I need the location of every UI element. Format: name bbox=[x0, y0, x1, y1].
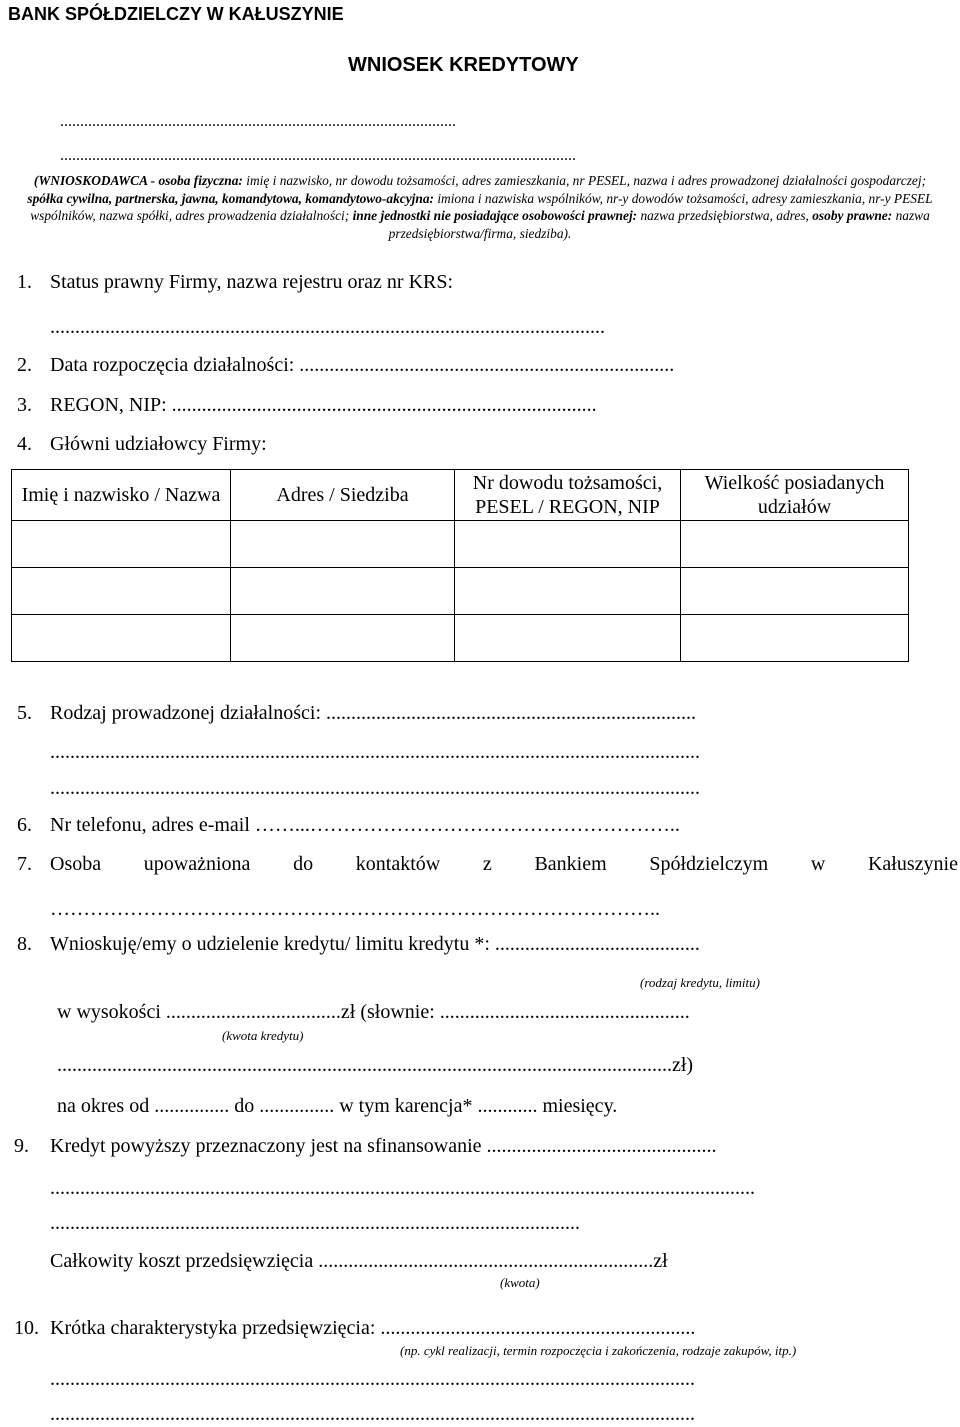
applicant-instructions bbox=[18, 172, 942, 242]
note-bold-2: spółka cywilna, partnerska, jawna, komandytowa, komandytowo-akcyjna: bbox=[27, 190, 434, 206]
col-header-id: Nr dowodu tożsamości, PESEL / REGON, NIP bbox=[455, 470, 681, 521]
item-9-field-2[interactable]: .......................................................................................................... bbox=[50, 1212, 580, 1234]
table-cell[interactable] bbox=[231, 521, 455, 568]
item-10-hint: (np. cykl realizacji, termin rozpoczęcia i zakończenia, rodzaje zakupów, itp.) bbox=[400, 1343, 797, 1358]
item-10-number: 10. bbox=[14, 1317, 39, 1339]
item-7-word: Bankiem bbox=[534, 853, 607, 875]
table-cell[interactable] bbox=[455, 521, 681, 568]
item-3-number: 3. bbox=[17, 394, 32, 416]
item-7-word: Osoba bbox=[50, 853, 102, 875]
note-text-4: nazwa przedsiębiorstwa/firma, siedziba). bbox=[388, 208, 930, 241]
note-text-1: imię i nazwisko, nr dowodu tożsamości, adres zamieszkania, nr PESEL, nazwa i adres prowadzonej działalności gospodarczej; bbox=[242, 173, 927, 188]
note-bold-1: (WNIOSKODAWCA - osoba fizyczna: bbox=[33, 173, 243, 188]
note-bold-3: inne jednostki nie posiadające osobowości prawnej: bbox=[352, 208, 638, 223]
total-cost[interactable]: Całkowity koszt przedsięwzięcia ...................................................................zł bbox=[50, 1250, 668, 1272]
table-cell[interactable] bbox=[681, 615, 909, 662]
item-3-label[interactable]: REGON, NIP: ..................................................................................... bbox=[50, 394, 597, 416]
item-8-amount[interactable]: w wysokości ...................................zł (słownie: .................................................. bbox=[57, 1001, 690, 1023]
item-7-word: do bbox=[293, 853, 314, 875]
item-8-hint-type: (rodzaj kredytu, limitu) bbox=[640, 975, 760, 990]
note-bold-4: osoby prawne: bbox=[812, 208, 893, 223]
applicant-line-2[interactable]: ................................................................................................................................. bbox=[60, 147, 576, 164]
item-8-amount-words[interactable]: ...........................................................................................................................zł) bbox=[57, 1054, 694, 1076]
item-1-number: 1. bbox=[17, 271, 32, 293]
item-8-period[interactable]: na okres od ............... do ............... w tym karencja* ............ miesięcy. bbox=[57, 1095, 618, 1117]
table-cell[interactable] bbox=[455, 568, 681, 615]
item-5-number: 5. bbox=[17, 702, 32, 724]
item-5-label[interactable]: Rodzaj prowadzonej działalności: .......................................................................... bbox=[50, 702, 697, 724]
table-cell[interactable] bbox=[12, 568, 231, 615]
table-cell[interactable] bbox=[12, 521, 231, 568]
table-cell[interactable] bbox=[12, 615, 231, 662]
table-cell[interactable] bbox=[681, 568, 909, 615]
item-7-word: z bbox=[482, 853, 492, 875]
col-header-address: Adres / Siedziba bbox=[231, 470, 455, 521]
item-2-label[interactable]: Data rozpoczęcia działalności: ........................................................................... bbox=[50, 354, 675, 376]
item-9-number: 9. bbox=[14, 1135, 29, 1157]
table-row bbox=[12, 521, 909, 568]
item-9-field-1[interactable]: ............................................................................................................................................. bbox=[50, 1177, 755, 1199]
item-6-label[interactable]: Nr telefonu, adres e-mail ……...……………………………………………….. bbox=[50, 814, 680, 836]
item-7-word: Kałuszynie bbox=[867, 853, 958, 875]
col-header-name: Imię i nazwisko / Nazwa bbox=[12, 470, 231, 521]
applicant-line-1[interactable]: ................................................................................................... bbox=[60, 113, 456, 130]
item-8-label[interactable]: Wnioskuję/emy o udzielenie kredytu/ limitu kredytu *: ......................................... bbox=[50, 933, 700, 955]
item-7-label bbox=[50, 853, 958, 876]
note-text-2: imiona i nazwiska wspólników, nr-y dowodów tożsamości, adresy zamieszkania, nr-y PESEL wspólników, nazwa spółki, adres prowadzenia działalności; bbox=[30, 190, 933, 223]
item-7-word: Spółdzielczym bbox=[649, 853, 769, 875]
item-7-field[interactable]: ……………………………………………………………………………….. bbox=[50, 898, 660, 920]
table-header-row bbox=[12, 470, 909, 521]
note-text-3: nazwa przedsiębiorstwa, adres, bbox=[637, 208, 813, 223]
col-header-shares: Wielkość posiadanych udziałów bbox=[681, 470, 909, 521]
item-1-field[interactable]: ............................................................................................................... bbox=[50, 316, 605, 338]
item-8-hint-amount: (kwota kredytu) bbox=[222, 1028, 304, 1043]
item-2-number: 2. bbox=[17, 354, 32, 376]
form-title: WNIOSEK KREDYTOWY bbox=[348, 54, 579, 76]
table-cell[interactable] bbox=[231, 615, 455, 662]
item-5-field-1[interactable]: .................................................................................................................................. bbox=[50, 741, 700, 763]
item-10-field-2[interactable]: ................................................................................................................................. bbox=[50, 1403, 695, 1425]
item-7-word: upoważniona bbox=[143, 853, 251, 875]
bank-name: BANK SPÓŁDZIELCZY W KAŁUSZYNIE bbox=[8, 4, 344, 24]
item-7-word: w bbox=[810, 853, 826, 875]
item-7-number: 7. bbox=[17, 853, 32, 875]
item-10-field-1[interactable]: ................................................................................................................................. bbox=[50, 1368, 695, 1390]
item-4-number: 4. bbox=[17, 433, 32, 455]
item-7-word: kontaktów bbox=[355, 853, 441, 875]
item-6-number: 6. bbox=[17, 814, 32, 836]
item-9-label[interactable]: Kredyt powyższy przeznaczony jest na sfinansowanie .............................................. bbox=[50, 1135, 717, 1157]
table-row bbox=[12, 615, 909, 662]
item-9-hint-total: (kwota) bbox=[500, 1275, 540, 1290]
item-8-number: 8. bbox=[17, 933, 32, 955]
item-5-field-2[interactable]: .................................................................................................................................. bbox=[50, 777, 700, 799]
item-10-label[interactable]: Krótka charakterystyka przedsięwzięcia: ............................................................... bbox=[50, 1317, 696, 1339]
table-cell[interactable] bbox=[681, 521, 909, 568]
shareholders-table bbox=[11, 469, 909, 662]
table-row bbox=[12, 568, 909, 615]
item-1-label: Status prawny Firmy, nazwa rejestru oraz nr KRS: bbox=[50, 271, 454, 293]
item-4-label: Główni udziałowcy Firmy: bbox=[50, 433, 267, 455]
table-cell[interactable] bbox=[455, 615, 681, 662]
table-cell[interactable] bbox=[231, 568, 455, 615]
